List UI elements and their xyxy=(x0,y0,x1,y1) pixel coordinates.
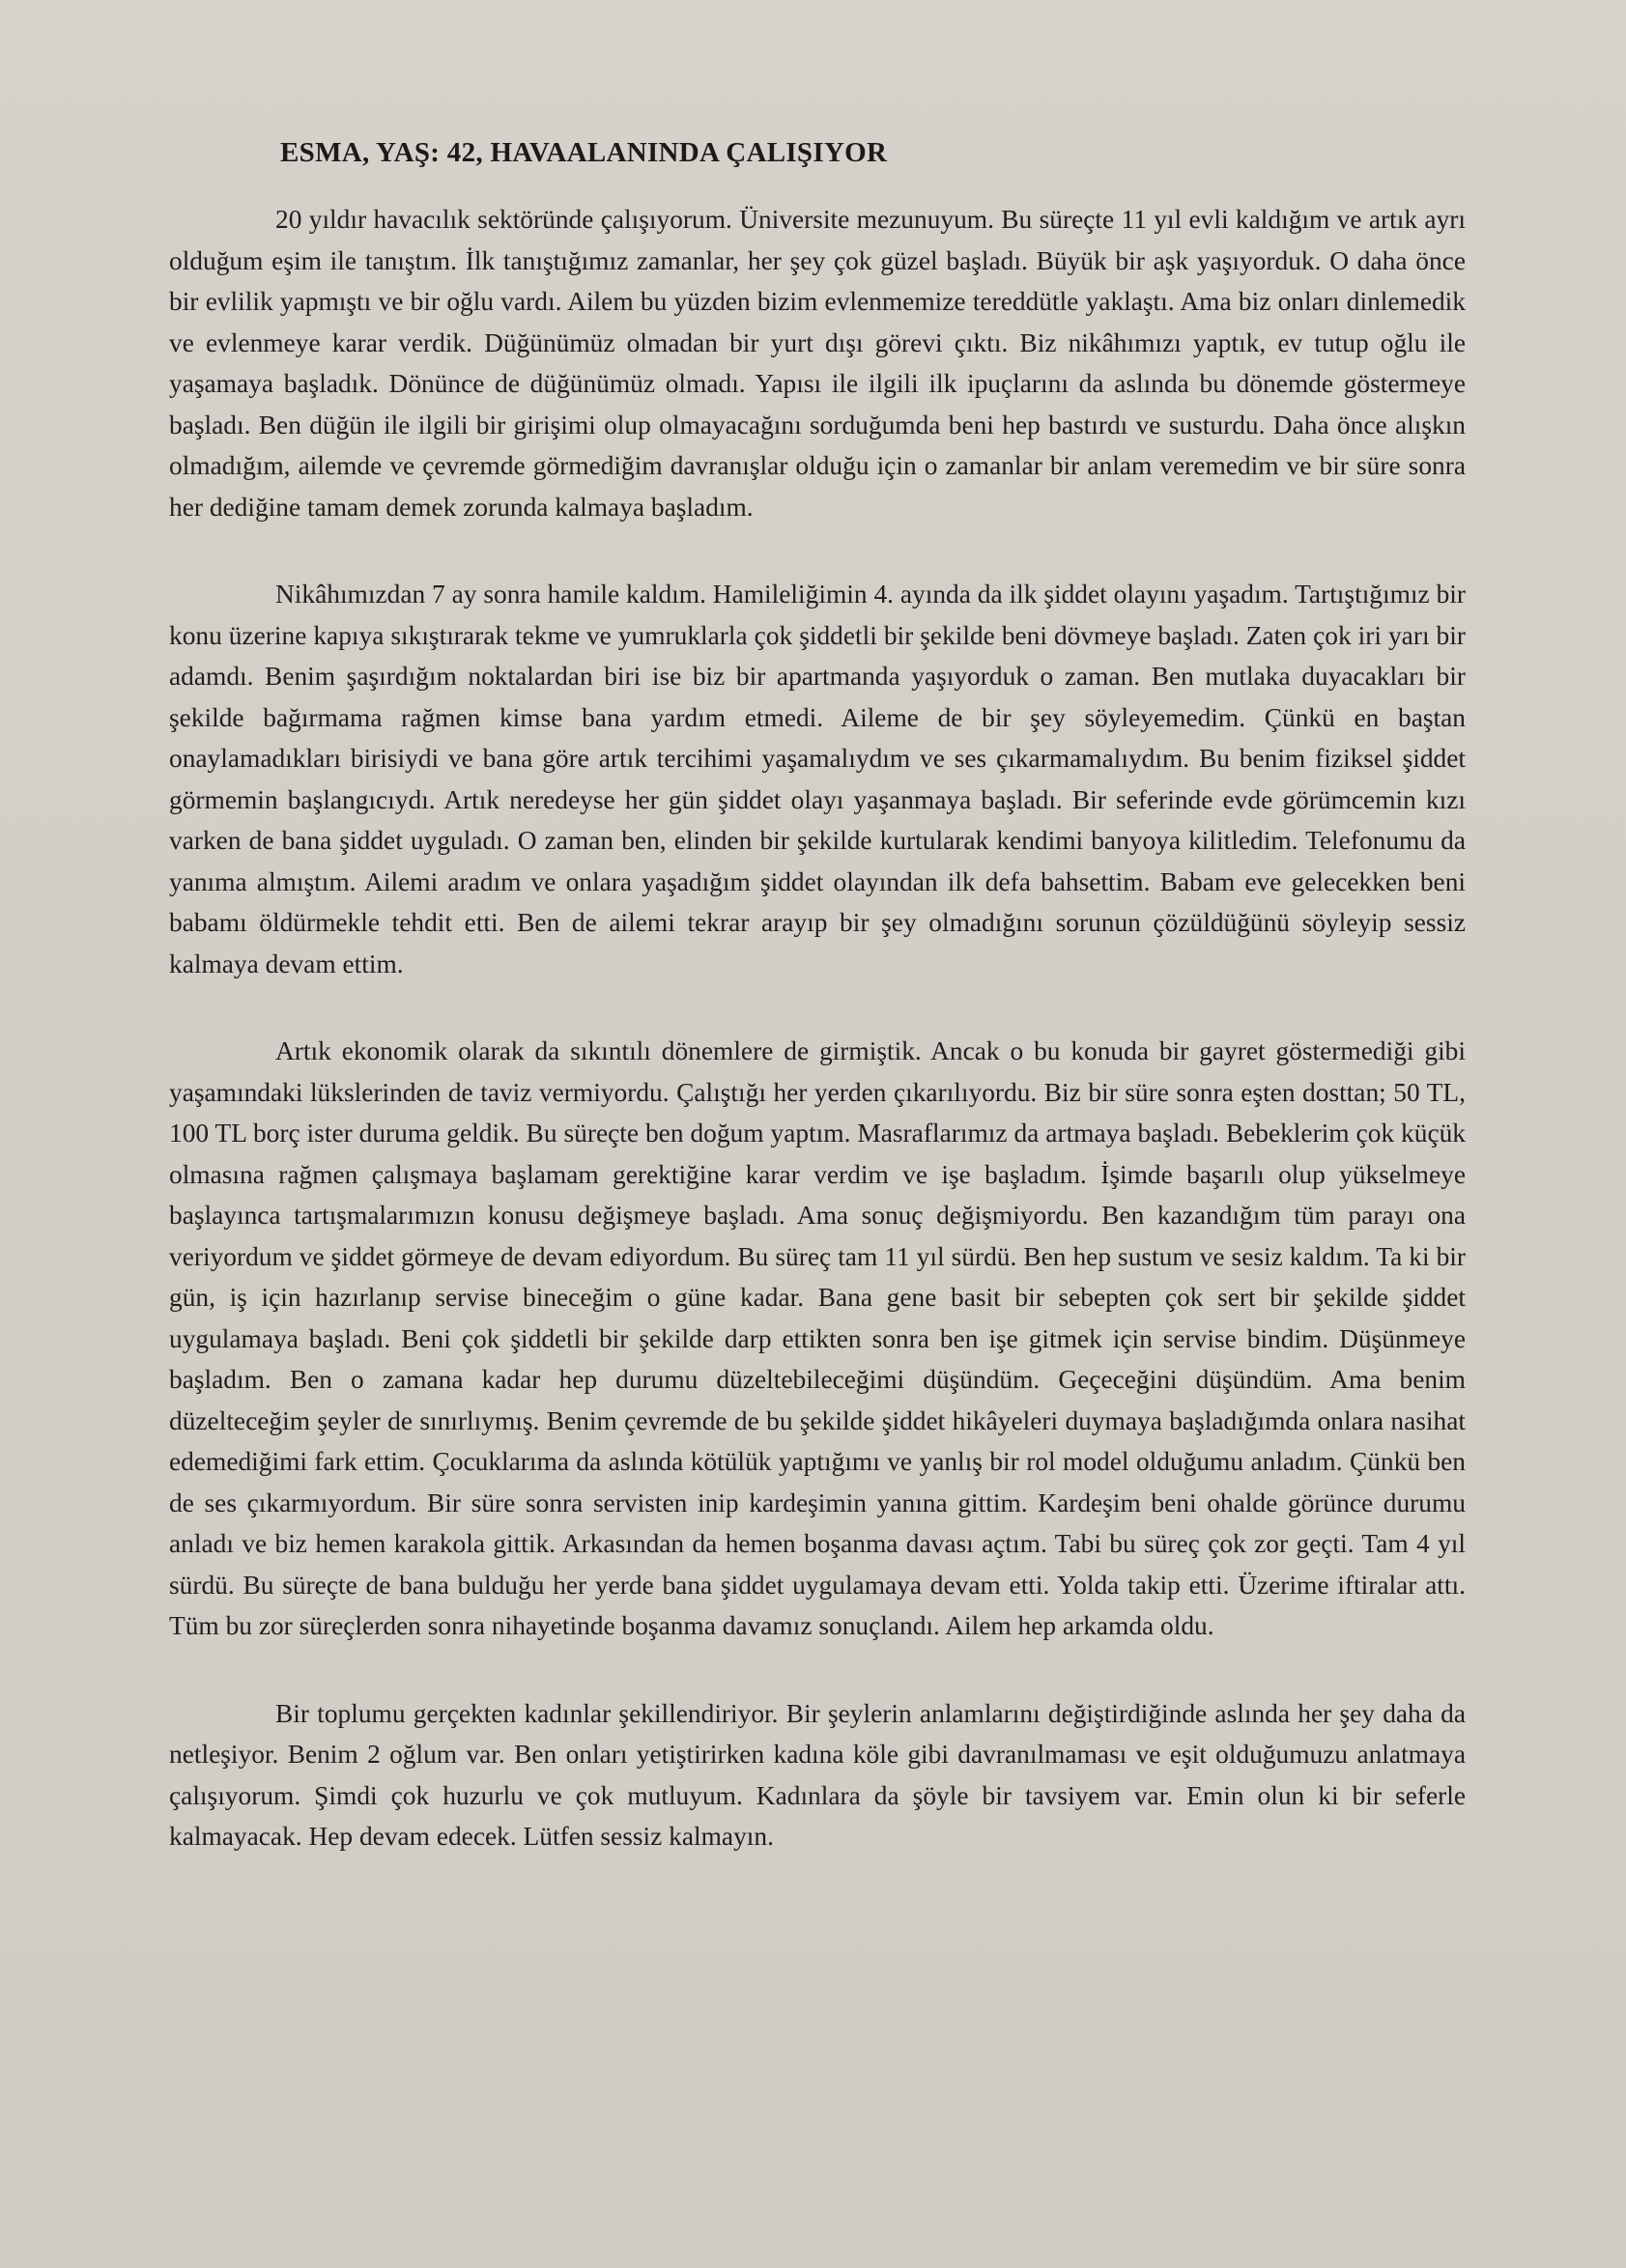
paragraph-2: Nikâhımızdan 7 ay sonra hamile kaldım. Hamileliğimin 4. ayında da ilk şiddet olayını yaşadım. Tartıştığımız bir konu üzerine kapıya sıkıştırarak tekme ve yumruklarla çok şiddetli bir şekilde beni dövmeye başladı. Zaten çok iri yarı bir adamdı. Benim şaşırdığım noktalardan biri ise biz bir apartmanda yaşıyorduk o zaman. Ben mutlaka duyacakları bir şekilde bağırmama rağmen kimse bana yardım etmedi. Aileme de bir şey söyleyemedim. Çünkü en baştan onaylamadıkları birisiydi ve bana göre artık tercihimi yaşamalıydım ve ses çıkarmamalıydım. Bu benim fiziksel şiddet görmemin başlangıcıydı. Artık neredeyse her gün şiddet olayı yaşanmaya başladı. Bir seferinde evde görümcemin kızı varken de bana şiddet uyguladı. O zaman ben, elinden bir şekilde kurtularak kendimi banyoya kilitledim. Telefonumu da yanıma almıştım. Ailemi aradım ve onlara yaşadığım şiddet olayından ilk defa bahsettim. Babam eve gelecekken beni babamı öldürmekle tehdit etti. Ben de ailemi tekrar arayıp bir şey olmadığını sorunun çözüldüğünü söyleyip sessiz kalmaya devam ettim. xyxy=(169,580,1466,978)
paragraph-4: Bir toplumu gerçekten kadınlar şekillendiriyor. Bir şeylerin anlamlarını değiştirdiğinde aslında her şey daha da netleşiyor. Benim 2 oğlum var. Ben onları yetiştirirken kadına köle gibi davranılmaması ve eşit olduğumuzu anlatmaya çalışıyorum. Şimdi çok huzurlu ve çok mutluyum. Kadınlara da şöyle bir tavsiyem var. Emin olun ki bir seferle kalmayacak. Hep devam edecek. Lütfen sessiz kalmayın. xyxy=(169,1698,1466,1851)
paragraph-3: Artık ekonomik olarak da sıkıntılı dönemlere de girmiştik. Ancak o bu konuda bir gayret göstermediği gibi yaşamındaki lükslerinden de taviz vermiyordu. Çalıştığı her yerden çıkarılıyordu. Biz bir süre sonra eşten dosttan; 50 TL, 100 TL borç ister duruma geldik. Bu süreçte ben doğum yaptım. Masraflarımız da artmaya başladı. Bebeklerim çok küçük olmasına rağmen çalışmaya başlamam gerektiğine karar verdim ve işe başladım. İşimde başarılı olup yükselmeye başlayınca tartışmalarımızın konusu değişmeye başladı. Ama sonuç değişmiyordu. Ben kazandığım tüm parayı ona veriyordum ve şiddet görmeye de devam ediyordum. Bu süreç tam 11 yıl sürdü. Ben hep sustum ve sesiz kaldım. Ta ki bir gün, iş için hazırlanıp servise bineceğim o güne kadar. Bana gene basit bir sebepten çok sert bir şekilde şiddet uygulamaya başladı. Beni çok şiddetli bir şekilde darp ettikten sonra ben işe gitmek için servise bindim. Düşünmeye başladım. Ben o zamana kadar hep durumu düzeltebileceğimi düşündüm. Geçeceğini düşündüm. Ama benim düzelteceğim şeyler de sınırlıymış. Benim çevremde de bu şekilde şiddet hikâyeleri duymaya başladığımda onlara nasihat edemediğimi fark ettim. Çocuklarıma da aslında kötülük yaptığımı ve yanlış bir rol model olduğumu anladım. Çünkü ben de ses çıkarmıyordum. Bir süre sonra servisten inip kardeşimin yanına gittim. Kardeşim beni ohalde görünce durumu anladı ve biz hemen karakola gittik. Arkasından da hemen boşanma davası açtım. Tabi bu süreç çok zor geçti. Tam 4 yıl sürdü. Bu süreçte de bana bulduğu her yerde bana şiddet uygulamaya devam etti. Yolda takip etti. Üzerime iftiralar attı. Tüm bu zor süreçlerden sonra nihayetinde boşanma davamız sonuçlandı. Ailem hep arkamda oldu. xyxy=(169,1036,1466,1640)
paragraph-1: 20 yıldır havacılık sektöründe çalışıyorum. Üniversite mezunuyum. Bu süreçte 11 yıl evli kaldığım ve artık ayrı olduğum eşim ile tanıştım. İlk tanıştığımız zamanlar, her şey çok güzel başladı. Büyük bir aşk yaşıyorduk. O daha önce bir evlilik yapmıştı ve bir oğlu vardı. Ailem bu yüzden bizim evlenmemize tereddütle yaklaştı. Ama biz onları dinlemedik ve evlenmeye karar verdik. Düğünümüz olmadan bir yurt dışı görevi çıktı. Biz nikâhımızı yaptık, ev tutup oğlu ile yaşamaya başladık. Dönünce de düğünümüz olmadı. Yapısı ile ilgili ilk ipuçlarını da aslında bu dönemde göstermeye başladı. Ben düğün ile ilgili bir girişimi olup olmayacağını sorduğumda beni hep bastırdı ve susturdu. Daha önce alışkın olmadığım, ailemde ve çevremde görmediğim davranışlar olduğu için o zamanlar bir anlam veremedim ve bir süre sonra her dediğine tamam demek zorunda kalmaya başladım. xyxy=(169,205,1466,522)
document-title: ESMA, YAŞ: 42, HAVAALANINDA ÇALIŞIYOR xyxy=(280,137,888,168)
document-body xyxy=(169,199,1466,1857)
